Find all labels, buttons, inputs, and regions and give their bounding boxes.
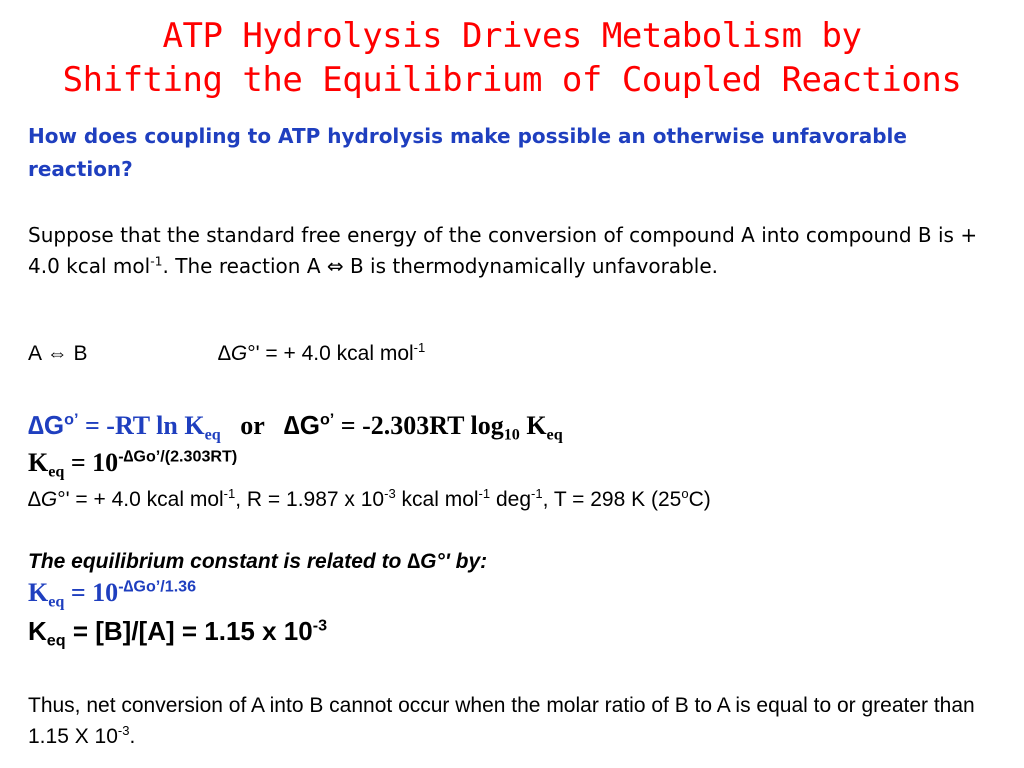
reaction-delta-g [218,342,425,366]
intro-part-1: Suppose that the standard free energy of the conversion of compound A into compound B is + 4.0 kcal mol [28,223,978,278]
question-text: How does coupling to ATP hydrolysis make possible an otherwise unfavorable reaction? [28,124,907,181]
result-eq: = [B]/[A] = 1.15 x 10 [65,616,313,646]
result-sub: eq [46,631,66,650]
f3-eq: = 10 [64,578,119,607]
f1-eq1: = -RT ln K [78,411,205,440]
f1-sub-log: 10 [503,426,520,444]
f1-o2: o’ [319,410,335,429]
relation-line [28,550,487,574]
intro-part-2: . The reaction A ⇔ B is thermodynamically unfavorable. [162,254,718,278]
conclusion-paragraph [28,690,998,752]
values-t2: , R = 1.987 x 10 [235,488,385,511]
delta-g-sup: -1 [413,340,426,356]
f1-k: K [519,411,547,440]
values-s3: -1 [478,486,491,502]
values-t5: , T = 298 K (25 [542,488,682,511]
formula-free-energy [28,410,563,444]
values-s4: -1 [531,486,543,502]
title-line-2: Shifting the Equilibrium of Coupled Reactions [62,60,962,100]
f2-eq: = 10 [64,448,119,477]
f1-o: o’ [64,410,79,429]
reaction-line [28,340,426,366]
title-line-1: ATP Hydrolysis Drives Metabolism by [162,16,862,56]
formula-keq-numeric [28,577,197,611]
constants-line [28,488,711,512]
f2-exp: -∆Go’/(2.303RT) [118,447,238,466]
relation-text: The equilibrium constant is related to [28,550,408,573]
intro-sup: -1 [150,253,163,269]
reaction-text: A ⇔ B [28,342,88,365]
f1-dg: ∆G [28,410,65,440]
values-t4: deg [490,488,531,511]
f1-sub1: eq [204,426,221,444]
slide-title [0,14,1024,102]
conclusion-text: Thus, net conversion of A into B cannot occur when the molar ratio of B to A is equal to or greater than 1.15 X 10 [28,694,975,748]
values-t1: °' = + 4.0 kcal mol [57,488,224,511]
relation-dg: ∆G [407,550,437,573]
f3-sub: eq [48,593,65,611]
delta-g-symbol: ∆G [218,342,248,365]
conclusion-end: . [129,725,136,748]
conclusion-sup: -3 [117,723,130,739]
values-dg: ∆G [28,488,58,511]
formula-keq [28,447,238,481]
result-line [28,616,328,650]
intro-paragraph [28,220,1008,282]
values-s5: o [681,486,689,502]
result-k: K [28,616,47,646]
relation-rest: °' by: [436,550,488,573]
f3-exp: -∆Go’/1.36 [118,577,197,596]
values-t3: kcal mol [395,488,479,511]
f3-k: K [28,578,49,607]
f1-or: or [220,411,284,440]
result-exp: -3 [312,616,328,635]
f1-sub2: eq [546,426,563,444]
values-s1: -1 [223,486,236,502]
f1-eq2: = -2.303RT log [334,411,504,440]
values-s2: -3 [384,486,396,502]
f1-dg2: ∆G [283,410,320,440]
f2-k: K [28,448,49,477]
delta-g-value: °' = + 4.0 kcal mol [247,342,414,365]
f2-sub: eq [48,463,65,481]
values-t6: C) [688,488,711,511]
